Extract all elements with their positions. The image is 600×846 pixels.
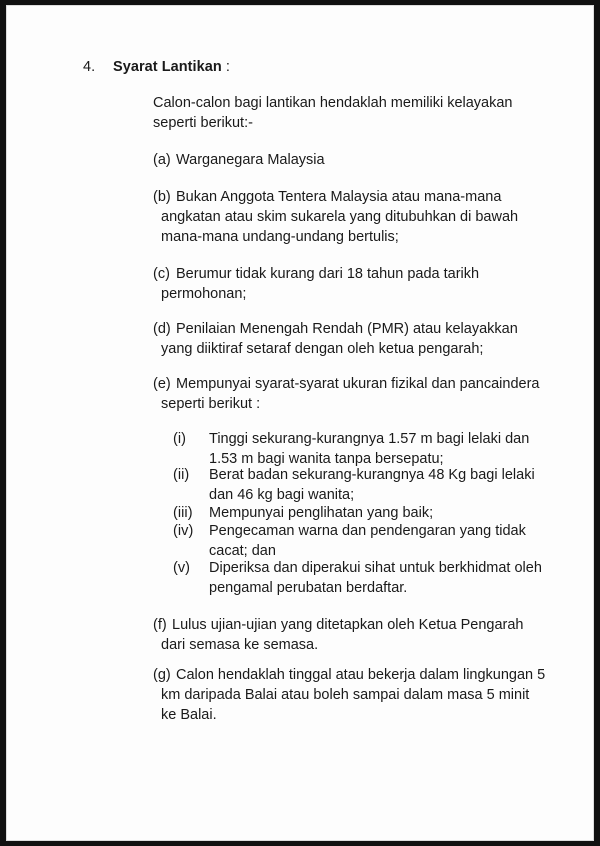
item-line: angkatan atau skim sukarela yang ditubuhkan di bawah bbox=[161, 209, 519, 225]
item-line: dari semasa ke semasa. bbox=[161, 637, 319, 653]
intro-line: Calon-calon bagi lantikan hendaklah memiliki kelayakan bbox=[153, 95, 513, 111]
section-title-suffix: : bbox=[221, 59, 230, 75]
section-title bbox=[113, 57, 230, 78]
sub-item-line: Berat badan sekurang-kurangnya 48 Kg bagi lelaki bbox=[209, 467, 535, 483]
item-line: km daripada Balai atau boleh sampai dalam masa 5 minit bbox=[161, 687, 530, 703]
sub-item-line: pengamal perubatan berdaftar. bbox=[209, 580, 408, 596]
item-line: Bukan Anggota Tentera Malaysia atau mana-mana bbox=[176, 189, 502, 205]
item-label: (d) bbox=[153, 321, 171, 337]
item-line: Berumur tidak kurang dari 18 tahun pada tarikh bbox=[176, 266, 480, 282]
sub-item-line: 1.53 m bagi wanita tanpa bersepatu; bbox=[209, 451, 444, 467]
sub-item-line: Mempunyai penglihatan yang baik; bbox=[209, 505, 434, 521]
item-label: (c) bbox=[153, 266, 170, 282]
item-label: (e) bbox=[153, 376, 171, 392]
sub-item-line: dan 46 kg bagi wanita; bbox=[209, 487, 355, 503]
sub-item-line: Pengecaman warna dan pendengaran yang tidak bbox=[209, 523, 526, 539]
item-line: Lulus ujian-ujian yang ditetapkan oleh Ketua Pengarah bbox=[172, 617, 524, 633]
sub-item-line: cacat; dan bbox=[209, 543, 276, 559]
item-line: Penilaian Menengah Rendah (PMR) atau kelayakkan bbox=[176, 321, 518, 337]
document-page bbox=[6, 5, 594, 841]
sub-item-line: Diperiksa dan diperakui sihat untuk berkhidmat oleh bbox=[209, 560, 542, 576]
item-line: Mempunyai syarat-syarat ukuran fizikal dan pancaindera bbox=[176, 376, 540, 392]
section-title-text: Syarat Lantikan bbox=[113, 59, 222, 75]
sub-item-label: (v) bbox=[173, 560, 191, 576]
item-label: (f) bbox=[153, 617, 167, 633]
section-number: 4. bbox=[83, 59, 96, 75]
item-label: (g) bbox=[153, 667, 171, 683]
item-line: Warganegara Malaysia bbox=[176, 152, 325, 168]
item-line: mana-mana undang-undang bertulis; bbox=[161, 229, 399, 245]
sub-item-label: (ii) bbox=[173, 467, 190, 483]
sub-item-label: (i) bbox=[173, 431, 187, 447]
sub-item-label: (iv) bbox=[173, 523, 194, 539]
item-line: yang diiktiraf setaraf dengan oleh ketua pengarah; bbox=[161, 341, 484, 357]
intro-line: seperti berikut:- bbox=[153, 115, 253, 131]
sub-item-label: (iii) bbox=[173, 505, 193, 521]
item-line: seperti berikut : bbox=[161, 396, 261, 412]
item-label: (a) bbox=[153, 152, 171, 168]
item-line: permohonan; bbox=[161, 286, 247, 302]
sub-item-line: Tinggi sekurang-kurangnya 1.57 m bagi lelaki dan bbox=[209, 431, 530, 447]
item-line: ke Balai. bbox=[161, 707, 217, 723]
item-label: (b) bbox=[153, 189, 171, 205]
item-line: Calon hendaklah tinggal atau bekerja dalam lingkungan 5 bbox=[176, 667, 546, 683]
